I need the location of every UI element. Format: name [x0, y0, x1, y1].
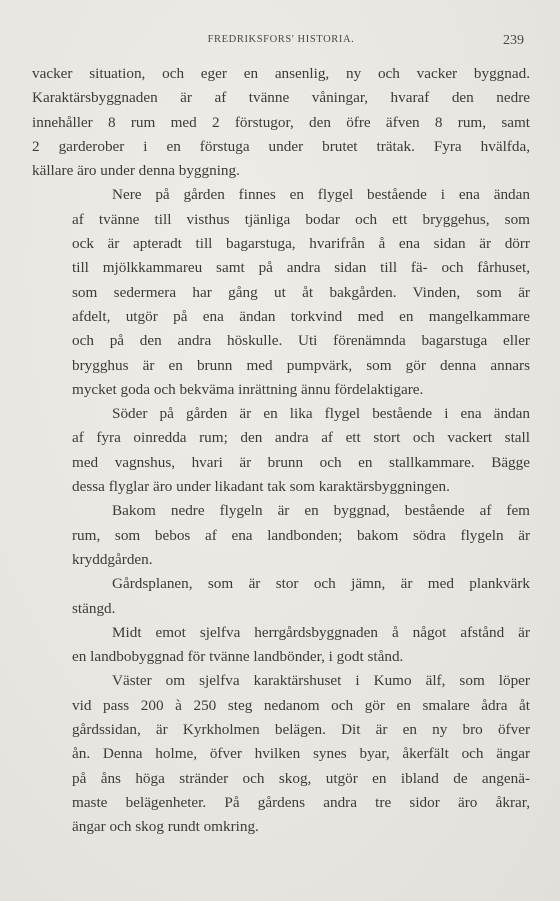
text-line: vid pass 200 à 250 steg nedanom och gör en smalare ådra åt	[72, 696, 530, 714]
paragraph	[32, 572, 530, 621]
text-line: till mjölkkammareu samt på andra sidan till fä- och fårhuset,	[72, 259, 530, 277]
text-line: med vagnshus, hvari är brunn och en stallkammare. Bägge	[72, 453, 530, 471]
text-line: som sedermera har gång ut åt bakgården. Vinden, som är	[72, 283, 530, 301]
text-line: en landbobyggnad för tvänne landbönder, i godt stånd.	[72, 648, 404, 666]
text-line: ängar och skog rundt omkring.	[72, 818, 259, 836]
text-line: Söder på gården är en lika flygel bestående i ena ändan	[112, 405, 530, 423]
paragraph	[32, 62, 530, 183]
text-line: brygghus är en brunn med pumpvärk, som gör denna annars	[72, 356, 530, 374]
text-line: maste belägenheter. På gårdens andra tre sidor äro åkrar,	[72, 793, 530, 811]
text-line: Midt emot sjelfva herrgårdsbyggnaden å något afstånd är	[112, 623, 530, 641]
text-line: källare äro under denna byggning.	[32, 162, 240, 180]
text-line: 2 garderober i en förstuga under brutet trätak. Fyra hvälfda,	[32, 137, 530, 155]
text-line: mycket goda och bekväma inrättning ännu fördelaktigare.	[72, 380, 424, 398]
text-line: ån. Denna holme, öfver hvilken synes byar, åkerfält och ängar	[72, 745, 530, 763]
running-head	[32, 34, 530, 50]
body-text	[32, 62, 530, 840]
text-line: innehåller 8 rum med 2 förstugor, den öfre äfven 8 rum, samt	[32, 113, 530, 131]
text-line: af tvänne till visthus tjänliga bodar och ett bryggehus, som	[72, 210, 530, 228]
text-line: gårdssidan, är Kyrkholmen belägen. Dit är en ny bro öfver	[72, 721, 530, 739]
paragraph	[32, 499, 530, 572]
text-line: stängd.	[72, 599, 116, 617]
text-line: kryddgården.	[72, 550, 153, 568]
text-line: ock är apteradt till bagarstuga, hvarifrån å ena sidan är dörr	[72, 235, 530, 253]
paragraph	[32, 669, 530, 839]
text-line: dessa flyglar äro under likadant tak som karaktärsbyggningen.	[72, 478, 450, 496]
text-line: rum, som bebos af ena landbonden; bakom södra flygeln är	[72, 526, 530, 544]
text-line: på åns höga stränder och skog, utgör en ibland de angenä-	[72, 769, 530, 787]
text-line: Bakom nedre flygeln är en byggnad, bestående af fem	[112, 502, 530, 520]
text-line: Gårdsplanen, som är stor och jämn, är med plankvärk	[112, 575, 530, 593]
text-line: Nere på gården finnes en flygel bestående i ena ändan	[112, 186, 530, 204]
text-line: och på den andra höskulle. Uti förenämnda bagarstuga eller	[72, 332, 530, 350]
text-line: vacker situation, och eger en ansenlig, ny och vacker byggnad.	[32, 65, 530, 82]
page-number: 239	[503, 33, 524, 48]
paragraph	[32, 183, 530, 402]
text-line: Väster om sjelfva karaktärshuset i Kumo älf, som löper	[112, 672, 530, 690]
paragraph	[32, 402, 530, 499]
running-title: FREDRIKSFORS' HISTORIA.	[207, 34, 355, 45]
text-line: af fyra oinredda rum; den andra af ett stort och vackert stall	[72, 429, 530, 447]
text-line: Karaktärsbyggnaden är af tvänne våningar, hvaraf den nedre	[32, 89, 530, 107]
paragraph	[32, 621, 530, 670]
text-line: afdelt, utgör på ena ändan torkvind med en mangelkammare	[72, 307, 530, 325]
